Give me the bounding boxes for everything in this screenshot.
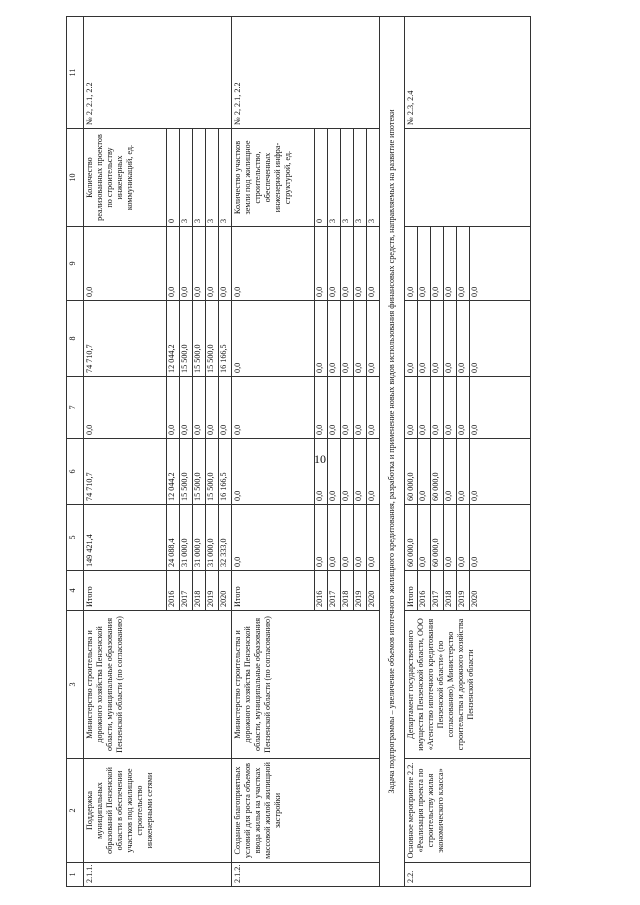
executor: Министерство строительства и дорожного хозяйства Пензенской области, муниципальные образования Пензенской области (по согласованию): [232, 611, 380, 759]
value-cell: 149 421,4: [84, 505, 167, 571]
indicator-link: № 2, 2.1, 2.2: [232, 17, 380, 129]
value-cell: 0,0: [418, 439, 431, 505]
value-cell: 0,0: [444, 377, 457, 439]
year-cell: 2019: [354, 571, 367, 611]
value-cell: 0,0: [457, 227, 470, 301]
page-number: 10: [314, 452, 326, 466]
year-cell: 2018: [193, 571, 206, 611]
value-cell: 0,0: [315, 301, 328, 377]
value-cell: 0,0: [470, 301, 531, 377]
value-cell: 0,0: [444, 439, 457, 505]
value-cell: 0,0: [315, 439, 328, 505]
value-cell: 0,0: [470, 377, 531, 439]
col-header: 2: [67, 759, 84, 863]
task-row: [380, 17, 405, 887]
value-cell: 0,0: [354, 505, 367, 571]
indicator-value: 3: [206, 129, 219, 227]
value-cell: 0,0: [367, 377, 380, 439]
indicator-name: Количество реализованных проектов по строительству инженерных коммуникаций, ед.: [84, 129, 167, 227]
indicator-value: 3: [341, 129, 354, 227]
value-cell: 0,0: [418, 227, 431, 301]
col-header: 9: [67, 227, 84, 301]
value-cell: 0,0: [167, 377, 180, 439]
value-cell: 0,0: [232, 439, 315, 505]
value-cell: 60 000,0: [431, 439, 444, 505]
value-cell: 74 710,7: [84, 301, 167, 377]
indicator-link: № 2.3, 2.4: [405, 17, 531, 129]
value-cell: 15 500,0: [180, 301, 193, 377]
year-cell: 2016: [167, 571, 180, 611]
value-cell: 0,0: [354, 377, 367, 439]
value-cell: 0,0: [341, 301, 354, 377]
value-cell: 0,0: [457, 505, 470, 571]
year-cell: 2020: [219, 571, 232, 611]
value-cell: 0,0: [328, 439, 341, 505]
value-cell: 0,0: [328, 227, 341, 301]
value-cell: 31 000,0: [193, 505, 206, 571]
year-cell: 2018: [444, 571, 457, 611]
value-cell: 0,0: [206, 377, 219, 439]
indicator-value: 3: [219, 129, 232, 227]
rotated-table-container: [66, 17, 626, 887]
value-cell: 0,0: [444, 227, 457, 301]
value-cell: 0,0: [418, 377, 431, 439]
value-cell: 16 166,5: [219, 301, 232, 377]
value-cell: 0,0: [180, 227, 193, 301]
indicator-value: 3: [328, 129, 341, 227]
value-cell: 60 000,0: [431, 505, 444, 571]
indicator-value: 3: [193, 129, 206, 227]
value-cell: 0,0: [328, 377, 341, 439]
header-row: [67, 17, 84, 887]
value-cell: 31 000,0: [180, 505, 193, 571]
row-number: 2.2.: [405, 863, 531, 887]
value-cell: 15 500,0: [193, 301, 206, 377]
value-cell: 0,0: [444, 505, 457, 571]
row-number: 2.1.1.: [84, 863, 232, 887]
value-cell: 0,0: [354, 439, 367, 505]
value-cell: 0,0: [180, 377, 193, 439]
value-cell: 0,0: [328, 505, 341, 571]
value-cell: 0,0: [219, 227, 232, 301]
year-cell: 2016: [315, 571, 328, 611]
row-number: 2.1.2.: [232, 863, 380, 887]
value-cell: 0,0: [341, 227, 354, 301]
value-cell: 0,0: [315, 377, 328, 439]
value-cell: 0,0: [193, 377, 206, 439]
value-cell: 32 333,0: [219, 505, 232, 571]
value-cell: 0,0: [193, 227, 206, 301]
value-cell: 0,0: [328, 301, 341, 377]
value-cell: 0,0: [315, 505, 328, 571]
value-cell: 0,0: [232, 377, 315, 439]
col-header: 6: [67, 439, 84, 505]
total-label: Итого: [405, 571, 418, 611]
value-cell: 31 000,0: [206, 505, 219, 571]
value-cell: 0,0: [341, 505, 354, 571]
indicator-value: 0: [315, 129, 328, 227]
value-cell: 0,0: [470, 227, 531, 301]
total-label: Итого: [84, 571, 167, 611]
value-cell: 0,0: [315, 227, 328, 301]
value-cell: 0,0: [84, 377, 167, 439]
year-cell: 2017: [328, 571, 341, 611]
value-cell: 0,0: [405, 377, 418, 439]
value-cell: 0,0: [405, 301, 418, 377]
value-cell: 0,0: [444, 301, 457, 377]
year-cell: 2019: [457, 571, 470, 611]
value-cell: 15 500,0: [193, 439, 206, 505]
year-cell: 2016: [418, 571, 431, 611]
value-cell: 0,0: [84, 227, 167, 301]
year-cell: 2017: [431, 571, 444, 611]
table-row: [405, 17, 418, 887]
col-header: 5: [67, 505, 84, 571]
value-cell: 0,0: [457, 377, 470, 439]
task-text: Задача подпрограммы – увеличение объемов ипотечного жилищного кредитования, разработка и применение новых видов использования финансовых средств, направляемых на развитие ипотеки: [380, 17, 405, 887]
value-cell: 0,0: [219, 377, 232, 439]
indicator-value: 0: [167, 129, 180, 227]
value-cell: 0,0: [232, 301, 315, 377]
total-label: Итого: [232, 571, 315, 611]
value-cell: 0,0: [418, 505, 431, 571]
value-cell: 15 500,0: [206, 301, 219, 377]
value-cell: 60 000,0: [405, 505, 418, 571]
indicator-value: 3: [354, 129, 367, 227]
value-cell: 0,0: [341, 377, 354, 439]
executor: Министерство строительства и дорожного хозяйства Пензенской области, муниципальные образования Пензенской области (по согласованию): [84, 611, 232, 759]
value-cell: 0,0: [367, 227, 380, 301]
value-cell: 0,0: [431, 227, 444, 301]
indicator-link: № 2, 2.1, 2.2: [84, 17, 232, 129]
year-cell: 2017: [180, 571, 193, 611]
value-cell: 0,0: [457, 439, 470, 505]
col-header: 10: [67, 129, 84, 227]
measure-name: Поддержка муниципальных образований Пензенской области в обеспечении участков под жилищное строительство инженерными сетями: [84, 759, 232, 863]
value-cell: 16 166,5: [219, 439, 232, 505]
executor: Департамент государственного имущества Пензенской области, ООО «Агентство ипотечного кредитования Пензенской области» (по согласованию), Министерство строительства и дорожного хозяйства Пензенской области: [405, 611, 531, 759]
indicator-value: 3: [367, 129, 380, 227]
indicator-name: [405, 129, 531, 227]
value-cell: 0,0: [354, 227, 367, 301]
value-cell: 0,0: [167, 227, 180, 301]
measure-name: Основное мероприятие 2.2. «Реализация проекта по строительству жилья экономического класса»: [405, 759, 531, 863]
measure-name: Создание благоприятных условий для роста объемов ввода жилья на участках массовой жилой жилищной застройки: [232, 759, 380, 863]
value-cell: 74 710,7: [84, 439, 167, 505]
value-cell: 0,0: [431, 301, 444, 377]
table-row: [232, 17, 315, 887]
value-cell: 0,0: [206, 227, 219, 301]
col-header: 7: [67, 377, 84, 439]
value-cell: 0,0: [232, 505, 315, 571]
value-cell: 0,0: [367, 505, 380, 571]
value-cell: 15 500,0: [180, 439, 193, 505]
col-header: 3: [67, 611, 84, 759]
year-cell: 2019: [206, 571, 219, 611]
table-row: [84, 17, 167, 887]
value-cell: 0,0: [431, 377, 444, 439]
value-cell: 60 000,0: [405, 439, 418, 505]
col-header: 1: [67, 863, 84, 887]
year-cell: 2020: [470, 571, 531, 611]
program-table: [66, 16, 531, 887]
year-cell: 2020: [367, 571, 380, 611]
value-cell: 0,0: [405, 227, 418, 301]
value-cell: 0,0: [457, 301, 470, 377]
col-header: 4: [67, 571, 84, 611]
indicator-name: Количество участков земли под жилищное строительство, обеспеченных инженерной инфра-структурой, ед.: [232, 129, 315, 227]
value-cell: 0,0: [367, 301, 380, 377]
value-cell: 12 044,2: [167, 301, 180, 377]
value-cell: 15 500,0: [206, 439, 219, 505]
col-header: 11: [67, 17, 84, 129]
col-header: 8: [67, 301, 84, 377]
year-cell: 2018: [341, 571, 354, 611]
value-cell: 24 088,4: [167, 505, 180, 571]
value-cell: 0,0: [470, 505, 531, 571]
value-cell: 0,0: [418, 301, 431, 377]
value-cell: 0,0: [367, 439, 380, 505]
value-cell: 0,0: [470, 439, 531, 505]
value-cell: 0,0: [354, 301, 367, 377]
value-cell: 12 044,2: [167, 439, 180, 505]
value-cell: 0,0: [232, 227, 315, 301]
indicator-value: 3: [180, 129, 193, 227]
value-cell: 0,0: [341, 439, 354, 505]
